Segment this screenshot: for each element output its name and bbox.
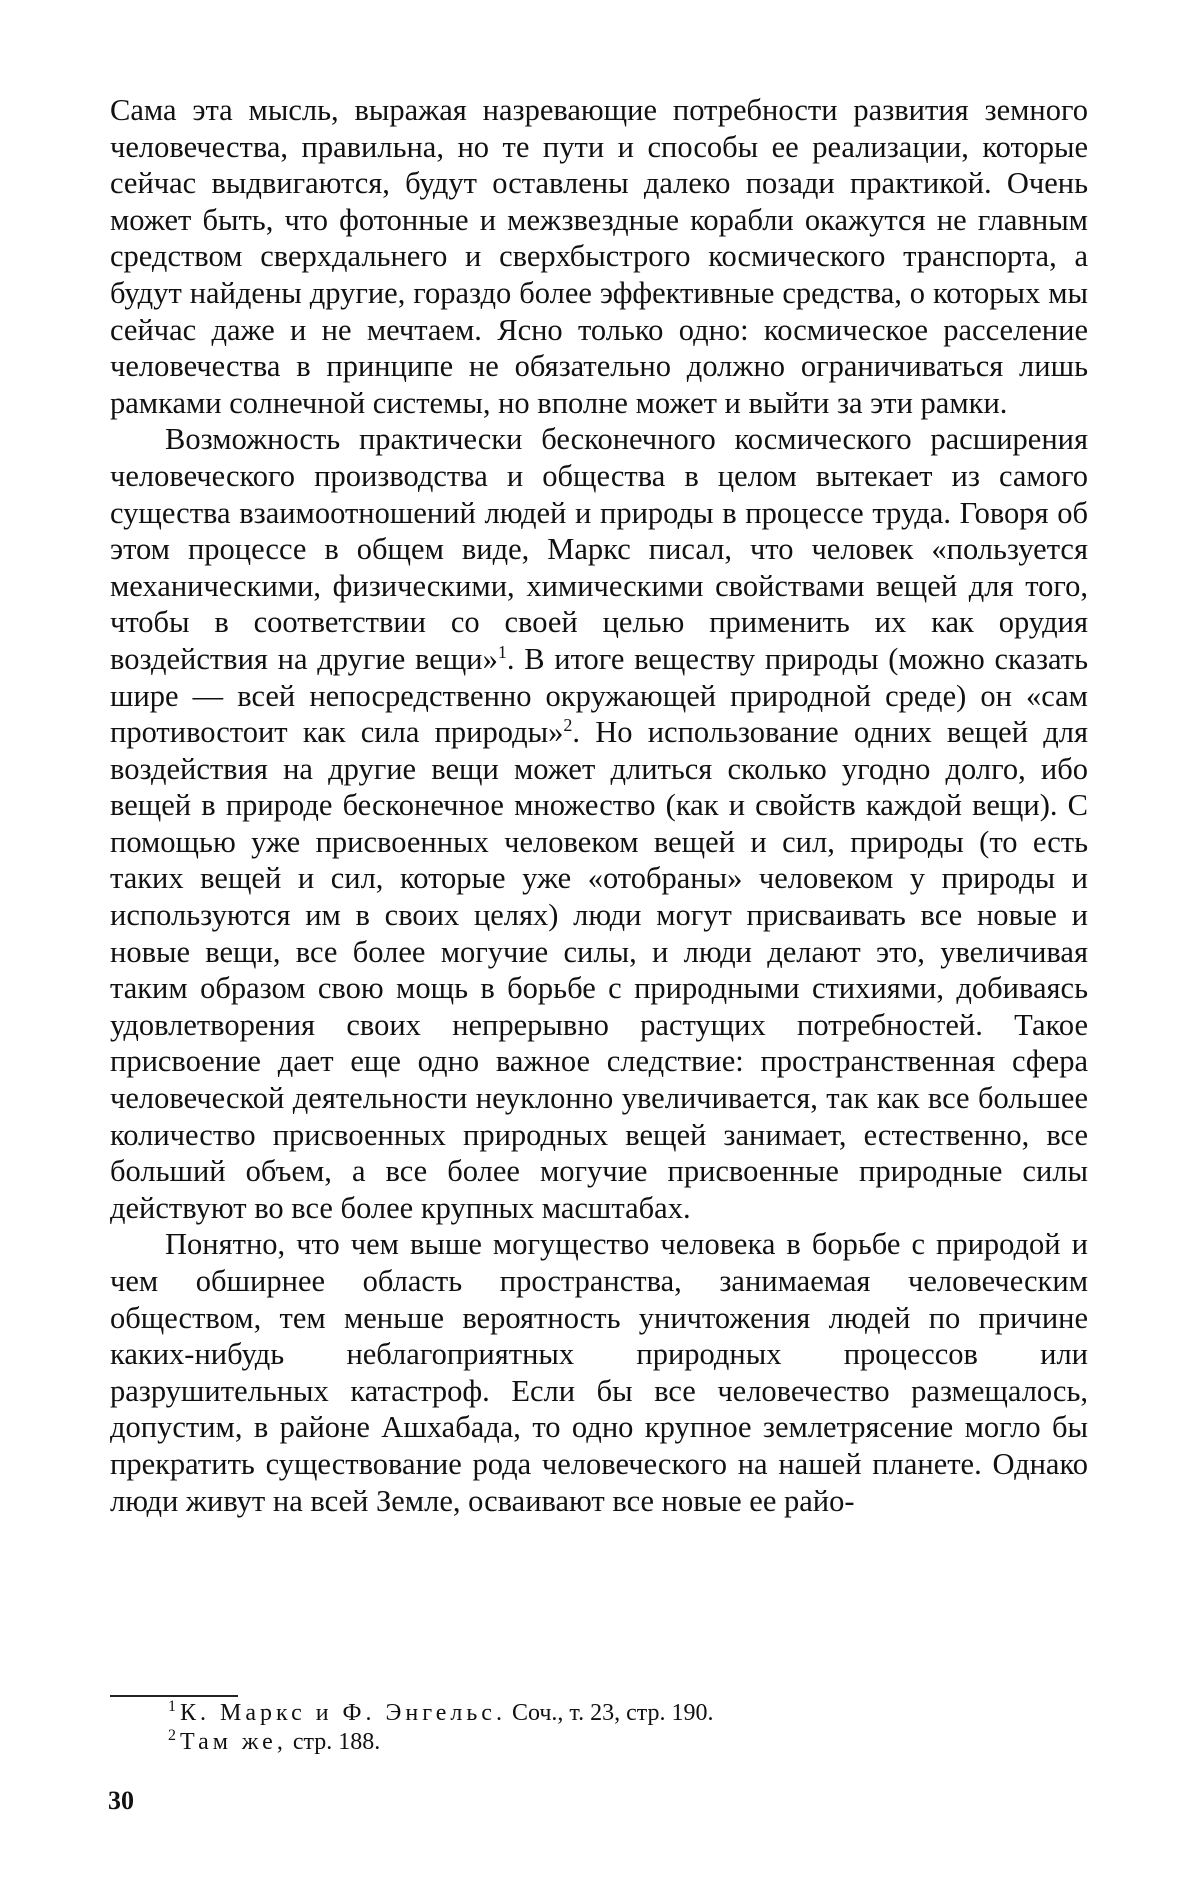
- paragraph-2-part-1: Возможность практически бесконечного космического расширения человеческого производства и общества в целом вытекает из самого существа взаимоотношений людей и природы в процессе труда. Говоря об этом процессе в общем виде, Маркс писал, что человек «пользуется механическими, физическими, химическими свойствами вещей для того, чтобы в соответствии со своей целью применить их как орудия воздействия на другие вещи»: [110, 422, 1088, 676]
- footnote-ref-1[interactable]: 1: [497, 641, 507, 662]
- footnotes: [168, 1699, 1068, 1757]
- paragraph-1: Сама эта мысль, выражая назревающие потребности развития земного человечества, правильна, но те пути и способы ее реализации, которые сейчас выдвигаются, будут оставлены далеко позади практикой. Очень может быть, что фотонные и межзвездные корабли окажутся не главным средством сверхдальнего и сверхбыстрого космического транспорта, а будут найдены другие, гораздо более эффективные средства, о которых мы сейчас даже и не мечтаем. Ясно только одно: космическое расселение человечества в принципе не обязательно должно ограничиваться лишь рамками солнечной системы, но вполне может и выйти за эти рамки.: [110, 93, 1088, 420]
- page-body: [110, 92, 1088, 1519]
- paragraph-2: [110, 421, 1088, 1226]
- footnote-1-mark: 1: [168, 1698, 176, 1715]
- paragraph-3: Понятно, что чем выше могущество человека в борьбе с природой и чем обширнее область пространства, занимаемая человеческим обществом, тем меньше вероятность уничтожения людей по причине каких-нибудь неблагоприятных природных процессов или разрушительных катастроф. Если бы все человечество размещалось, допустим, в районе Ашхабада, то одно крупное землетрясение могло бы прекратить существование рода человеческого на нашей планете. Однако люди живут на всей Земле, осваивают все новые ее райо-: [110, 1227, 1088, 1518]
- footnote-1-text: Соч., т. 23, стр. 190.: [505, 1700, 714, 1726]
- footnote-2-mark: 2: [168, 1727, 176, 1744]
- footnote-2-text: стр. 188.: [286, 1729, 381, 1755]
- footnote-1-author: К. Маркс и Ф. Энгельс.: [180, 1700, 506, 1726]
- page-number: 30: [108, 1786, 134, 1815]
- footnote-2: [168, 1728, 1068, 1757]
- footnote-2-author: Там же,: [180, 1729, 287, 1755]
- footnote-ref-2[interactable]: 2: [563, 714, 573, 735]
- footnote-1: [168, 1699, 1068, 1728]
- footnote-divider: [110, 1695, 238, 1697]
- paragraph-2-part-2: . В итоге веществу природы (можно сказать шире — всей непосредственно окружающей природной среде) он «сам противостоит как сила природы»: [110, 641, 1088, 750]
- paragraph-2-part-3: . Но использование одних вещей для воздействия на другие вещи может длиться сколько угодно долго, ибо вещей в природе бесконечное множество (как и свойств каждой вещи). С помощью уже присвоенных человеком вещей и сил, природы (то есть таких вещей и сил, которые уже «отобраны» человеком у природы и используются им в своих целях) люди могут присваивать все новые и новые вещи, все более могучие силы, и люди делают это, увеличивая таким образом свою мощь в борьбе с природными стихиями, добиваясь удовлетворения своих непрерывно растущих потребностей. Такое присвоение дает еще одно важное следствие: пространственная сфера человеческой деятельности неуклонно увеличивается, так как все большее количество присвоенных природных вещей занимает, естественно, все больший объем, а все более могучие присвоенные природные силы действуют во все более крупных масштабах.: [110, 715, 1088, 1225]
